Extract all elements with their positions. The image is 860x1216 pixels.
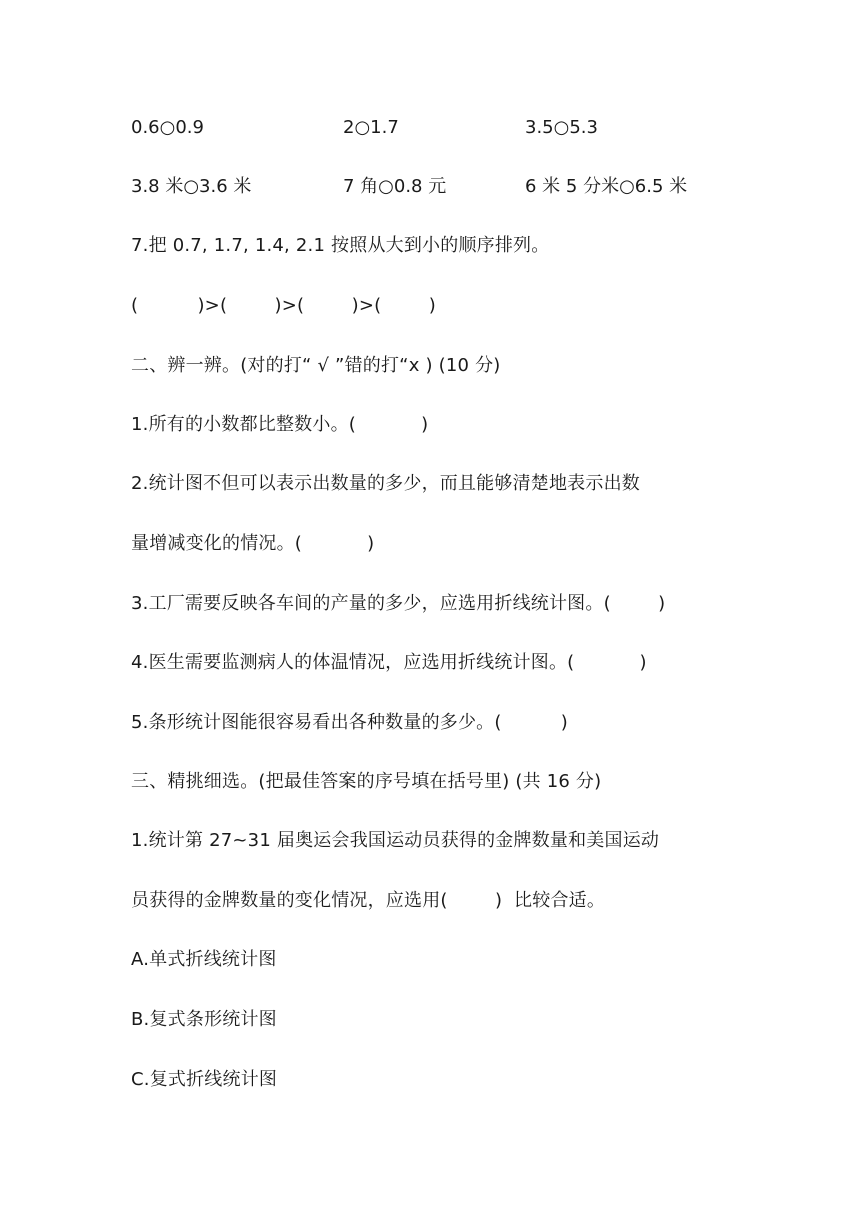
judge-item: 3.工厂需要反映各车间的产量的多少，应选用折线统计图。( ) <box>131 593 666 614</box>
judge-item: 2.统计图不但可以表示出数量的多少，而且能够清楚地表示出数 <box>131 473 640 494</box>
compare-item: 7 角○0.8 元 <box>343 176 447 197</box>
question-7-answer-blanks: ( )>( )>( )>( ) <box>131 295 436 316</box>
choice-option-a: A.单式折线统计图 <box>131 949 277 970</box>
question-7-prompt: 7.把 0.7, 1.7, 1.4, 2.1 按照从大到小的顺序排列。 <box>131 235 550 256</box>
judge-item: 1.所有的小数都比整数小。( ) <box>131 414 429 435</box>
compare-item: 2○1.7 <box>343 117 399 138</box>
compare-item: 6 米 5 分米○6.5 米 <box>525 176 688 197</box>
judge-item: 5.条形统计图能很容易看出各种数量的多少。( ) <box>131 712 569 733</box>
compare-item: 3.8 米○3.6 米 <box>131 176 252 197</box>
section-2-heading: 二、辨一辨。(对的打“ √ ”错的打“x ) (10 分) <box>131 355 501 376</box>
compare-item: 3.5○5.3 <box>525 117 598 138</box>
compare-item: 0.6○0.9 <box>131 117 204 138</box>
judge-item: 4.医生需要监测病人的体温情况，应选用折线统计图。( ) <box>131 652 647 673</box>
choice-question-1: 1.统计第 27~31 届奥运会我国运动员获得的金牌数量和美国运动 <box>131 830 660 851</box>
choice-question-1-continuation: 员获得的金牌数量的变化情况，应选用( ) 比较合适。 <box>131 890 606 911</box>
choice-option-c: C.复式折线统计图 <box>131 1069 278 1090</box>
judge-item-continuation: 量增减变化的情况。( ) <box>131 533 375 554</box>
choice-option-b: B.复式条形统计图 <box>131 1009 277 1030</box>
section-3-heading: 三、精挑细选。(把最佳答案的序号填在括号里) (共 16 分) <box>131 771 602 792</box>
